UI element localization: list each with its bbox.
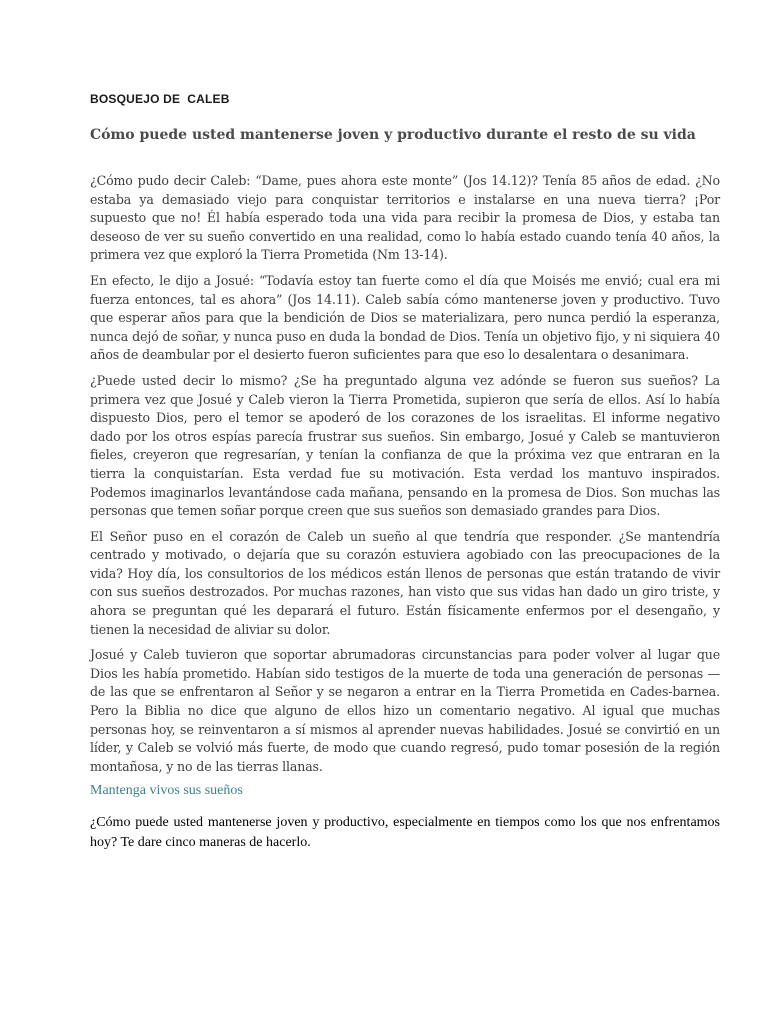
body-paragraph: El Señor puso en el corazón de Caleb un sueño al que tendría que responder. ¿Se mantendría centrado y motivado, o dejaría que su corazón estuviera agobiado con las preocupaciones de la vida? Hoy día, los consultorios de los médicos están llenos de personas que están tratando de vivir con sus sueños destrozados. Por muchas razones, han visto que sus vidas han dado un giro triste, y ahora se preguntan qué les deparará el futuro. Están físicamente enfermos por el desengaño, y tienen la necesidad de aliviar su dolor. [90,528,720,637]
body-paragraph: En efecto, le dijo a Josué: “Todavía estoy tan fuerte como el día que Moisés me envió; cual era mi fuerza entonces, tal es ahora” (Jos 14.11). Caleb sabía cómo mantenerse joven y productivo. Tuvo que esperar años para que la bendición de Dios se materializara, pero nunca perdió la esperanza, nunca dejó de soñar, y nunca puso en duda la bondad de Dios. Tenía un objetivo fijo, y ni siquiera 40 años de deambular por el desierto fueron suficientes para que eso lo desalentara o desanimara. [90,272,720,363]
section-subheading: Mantenga vivos sus sueños [90,783,243,799]
document-page [90,92,720,853]
body-paragraph: Josué y Caleb tuvieron que soportar abrumadoras circunstancias para poder volver al lugar que Dios les había prometido. Habían sido testigos de la muerte de toda una generación de personas —de las que se enfrentaron al Señor y se negaron a entrar en la Tierra Prometida en Cades-barnea. Pero la Biblia no dice que alguno de ellos hizo un comentario negativo. Al igual que muchas personas hoy, se reinventaron a sí mismos al aprender nuevas habilidades. Josué se convirtió en un líder, y Caleb se volvió más fuerte, de modo que cuando regresó, pudo tomar posesión de la región montañosa, y no de las tierras llanas. [90,647,720,774]
document-label: BOSQUEJO DE CALEB [90,92,230,106]
closing-paragraph: ¿Cómo puede usted mantenerse joven y productivo, especialmente en tiempos como los que nos enfrentamos hoy? Te dare cinco maneras de hacerlo. [90,815,720,851]
body-paragraph: ¿Cómo pudo decir Caleb: “Dame, pues ahora este monte” (Jos 14.12)? Tenía 85 años de edad. ¿No estaba ya demasiado viejo para conquistar territorios e instalarse en una nueva tierra? ¡Por supuesto que no! Él había esperado toda una vida para recibir la promesa de Dios, y estaba tan deseoso de ver su sueño convertido en una realidad, como lo había estado cuando tenía 40 años, la primera vez que exploró la Tierra Prometida (Nm 13-14). [90,173,720,263]
body-paragraph: ¿Puede usted decir lo mismo? ¿Se ha preguntado alguna vez adónde se fueron sus sueños? La primera vez que Josué y Caleb vieron la Tierra Prometida, supieron que sería de ellos. Así lo había dispuesto Dios, pero el temor se apoderó de los corazones de los israelitas. El informe negativo dado por los otros espías parecía frustrar sus sueños. Sin embargo, Josué y Caleb se mantuvieron fieles, creyeron que regresarían, y tenían la confianza de que la próxima vez que entraran en la tierra la conquistarían. Esta verdad fue su motivación. Esta verdad los mantuvo inspirados. Podemos imaginarlos levantándose cada mañana, pensando en la promesa de Dios. Son muchas las personas que temen soñar porque creen que sus sueños son demasiado grandes para Dios. [90,372,720,519]
document-title: Cómo puede usted mantenerse joven y productivo durante el resto de su vida [90,127,696,143]
